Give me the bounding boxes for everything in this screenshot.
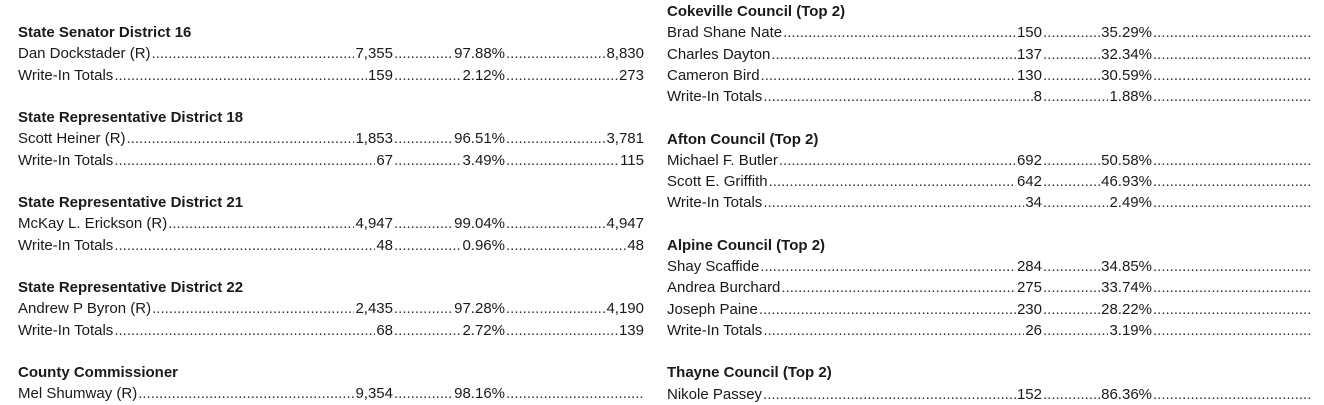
- vote-percent: 99.04%: [454, 215, 505, 233]
- vote-count: 8: [1033, 88, 1042, 105]
- race-block: [18, 192, 644, 256]
- vote-percent: 2.49%: [1109, 194, 1152, 212]
- candidate-name: Mel Shumway (R): [18, 385, 138, 403]
- result-row: [667, 65, 1312, 86]
- vote-count: 7,355: [355, 45, 393, 63]
- vote-percent: 97.88%: [454, 45, 505, 63]
- vote-percent: 35.29%: [1101, 24, 1152, 42]
- race-title: Alpine Council (Top 2): [667, 236, 826, 254]
- candidate-name: Write-In Totals: [667, 88, 763, 105]
- result-row: [667, 384, 1312, 405]
- vote-count: 284: [1016, 258, 1042, 275]
- vote-count: 150: [1016, 24, 1042, 42]
- candidate-name: Joseph Paine: [667, 300, 758, 318]
- race-block: [18, 362, 644, 405]
- vote-count: 34: [1025, 194, 1042, 212]
- vote-count: 275: [1016, 279, 1042, 297]
- vote-count: 230: [1016, 300, 1042, 318]
- vote-percent: 96.51%: [454, 130, 505, 148]
- vote-count: 1,853: [355, 130, 393, 148]
- candidate-name: Write-In Totals: [18, 151, 114, 169]
- vote-percent: 1.88%: [1109, 88, 1152, 105]
- vote-count: 4,947: [355, 215, 393, 233]
- candidate-name: Dan Dockstader (R): [18, 45, 151, 63]
- race-block: [18, 22, 644, 86]
- candidate-name: Scott E. Griffith: [667, 173, 768, 190]
- race-title: Afton Council (Top 2): [667, 130, 819, 148]
- result-row: [18, 235, 644, 256]
- left-column: [18, 22, 644, 405]
- vote-percent: 3.49%: [462, 151, 505, 169]
- vote-percent: 30.59%: [1101, 66, 1152, 84]
- vote-percent: 0.96%: [462, 236, 505, 254]
- vote-count: 26: [1025, 321, 1042, 339]
- total-count: 3,781: [606, 130, 644, 148]
- candidate-name: Nikole Passey: [667, 385, 763, 403]
- vote-percent: 50.58%: [1101, 151, 1152, 169]
- race-title: Thayne Council (Top 2): [667, 364, 832, 382]
- vote-percent: 28.22%: [1101, 300, 1152, 318]
- result-row: [667, 256, 1312, 277]
- total-count: 273: [618, 66, 644, 84]
- vote-percent: 33.74%: [1101, 279, 1152, 297]
- candidate-name: Scott Heiner (R): [18, 130, 126, 148]
- candidate-name: Write-In Totals: [18, 236, 114, 254]
- vote-count: 48: [376, 236, 393, 254]
- vote-count: 130: [1016, 66, 1042, 84]
- total-count: 8,830: [606, 45, 644, 63]
- candidate-name: Andrea Burchard: [667, 279, 781, 297]
- race-title: State Representative District 22: [18, 279, 244, 296]
- total-count: 4,190: [606, 300, 644, 318]
- result-row: [18, 320, 644, 341]
- total-count: 115: [620, 151, 644, 169]
- result-row: [18, 43, 644, 64]
- vote-percent: 32.34%: [1101, 45, 1152, 63]
- candidate-name: Write-In Totals: [18, 321, 114, 339]
- vote-percent: 86.36%: [1101, 385, 1152, 403]
- candidate-name: Brad Shane Nate: [667, 24, 783, 42]
- race-block: [667, 129, 1312, 214]
- result-row: [18, 65, 644, 86]
- vote-count: 152: [1016, 385, 1042, 403]
- race-block: [667, 1, 1312, 107]
- vote-percent: 3.19%: [1109, 321, 1152, 339]
- race-block: [667, 235, 1312, 341]
- candidate-name: Michael F. Butler: [667, 151, 778, 169]
- vote-count: 2,435: [355, 300, 393, 318]
- vote-percent: 2.12%: [462, 66, 505, 84]
- race-title: State Representative District 18: [18, 109, 244, 126]
- race-title: State Senator District 16: [18, 24, 192, 41]
- candidate-name: Write-In Totals: [667, 321, 763, 339]
- candidate-name: Write-In Totals: [667, 194, 763, 212]
- vote-percent: 97.28%: [454, 300, 505, 318]
- total-count: 4,947: [606, 215, 644, 233]
- result-row: [667, 192, 1312, 213]
- result-row: [667, 299, 1312, 320]
- total-count: 139: [618, 321, 644, 339]
- vote-count: 692: [1016, 151, 1042, 169]
- vote-percent: 46.93%: [1101, 173, 1152, 190]
- vote-count: 159: [367, 66, 393, 84]
- candidate-name: Shay Scaffide: [667, 258, 760, 275]
- result-row: [18, 383, 644, 404]
- vote-count: 137: [1016, 45, 1042, 63]
- vote-count: 642: [1016, 173, 1042, 190]
- race-title: Cokeville Council (Top 2): [667, 3, 846, 20]
- candidate-name: Charles Dayton: [667, 45, 771, 63]
- vote-percent: 2.72%: [462, 321, 505, 339]
- result-row: [667, 277, 1312, 298]
- right-column: [667, 1, 1312, 405]
- result-row: [18, 128, 644, 149]
- result-row: [667, 171, 1312, 192]
- vote-percent: 98.16%: [454, 385, 505, 403]
- race-title: State Representative District 21: [18, 194, 244, 211]
- candidate-name: Write-In Totals: [18, 66, 114, 84]
- candidate-name: Andrew P Byron (R): [18, 300, 152, 318]
- result-row: [18, 150, 644, 171]
- race-block: [18, 277, 644, 341]
- race-block: [18, 107, 644, 171]
- vote-count: 68: [376, 321, 393, 339]
- candidate-name: Cameron Bird: [667, 66, 760, 84]
- result-row: [18, 298, 644, 319]
- candidate-name: McKay L. Erickson (R): [18, 215, 168, 233]
- result-row: [667, 22, 1312, 43]
- vote-percent: 34.85%: [1101, 258, 1152, 275]
- vote-count: 67: [376, 151, 393, 169]
- result-row: [667, 150, 1312, 171]
- result-row: [18, 213, 644, 234]
- result-row: [667, 86, 1312, 107]
- result-row: [667, 44, 1312, 65]
- result-row: [667, 320, 1312, 341]
- vote-count: 9,354: [355, 385, 393, 403]
- race-title: County Commissioner: [18, 364, 179, 381]
- total-count: 48: [627, 236, 644, 254]
- race-block: [667, 362, 1312, 405]
